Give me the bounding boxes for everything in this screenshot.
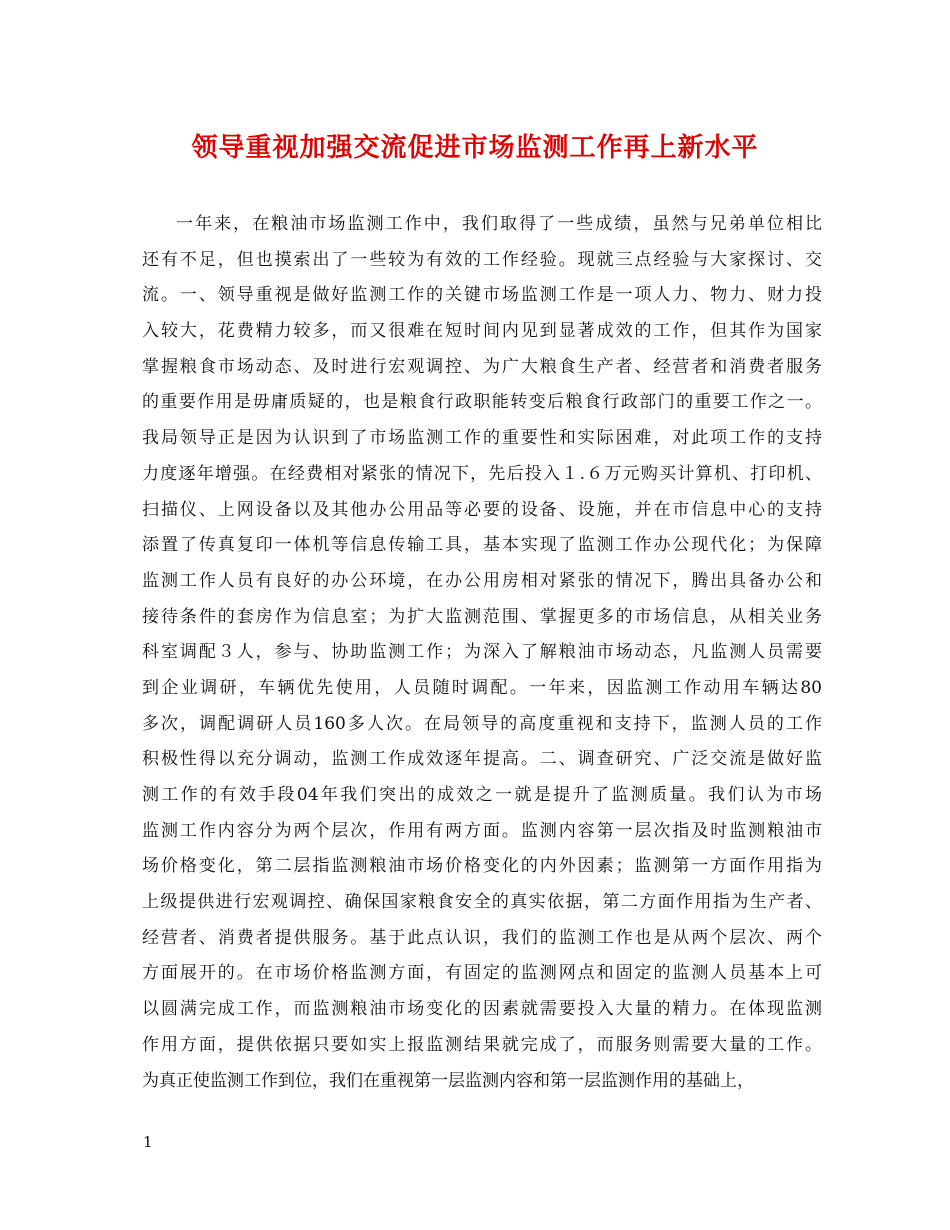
paragraph-line: 场价格变化，第二层指监测粮油市场价格变化的内外因素；监测第一方面作用指为 — [142, 856, 822, 877]
paragraph-line: 为真正使监测工作到位，我们在重视第一层监测内容和第一层监测作用的基础上， — [142, 1070, 754, 1091]
paragraph-line: 的重要作用是毋庸质疑的，也是粮食行政职能转变后粮食行政部门的重要工作之一。 — [142, 392, 822, 413]
paragraph-line: 添置了传真复印一体机等信息传输工具，基本实现了监测工作办公现代化；为保障 — [142, 535, 822, 556]
paragraph-line: 力度逐年增强。在经费相对紧张的情况下，先后投入１.６万元购买计算机、打印机、 — [142, 463, 822, 484]
paragraph-line: 扫描仪、上网设备以及其他办公用品等必要的设备、设施，并在市信息中心的支持 — [142, 499, 822, 520]
paragraph-line: 还有不足，但也摸索出了一些较为有效的工作经验。现就三点经验与大家探讨、交 — [142, 249, 822, 270]
page-number: 1 — [143, 1133, 153, 1151]
paragraph-line: 经营者、消费者提供服务。基于此点认识，我们的监测工作也是从两个层次、两个 — [142, 927, 822, 948]
document-title: 领导重视加强交流促进市场监测工作再上新水平 — [191, 133, 759, 163]
paragraph-line: 多次，调配调研人员160多人次。在局领导的高度重视和支持下，监测人员的工作 — [142, 713, 822, 734]
paragraph-line: 到企业调研，车辆优先使用，人员随时调配。一年来，因监测工作动用车辆达80 — [142, 677, 822, 698]
paragraph-line: 方面展开的。在市场价格监测方面，有固定的监测网点和固定的监测人员基本上可 — [142, 963, 822, 984]
paragraph-line: 监测工作人员有良好的办公环境，在办公用房相对紧张的情况下，腾出具备办公和 — [142, 570, 822, 591]
paragraph-line: 上级提供进行宏观调控、确保国家粮食安全的真实依据，第二方面作用指为生产者、 — [142, 892, 822, 913]
paragraph-line: 以圆满完成工作，而监测粮油市场变化的因素就需要投入大量的精力。在体现监测 — [142, 999, 822, 1020]
paragraph-line: 一年来，在粮油市场监测工作中，我们取得了一些成绩，虽然与兄弟单位相比 — [176, 214, 822, 234]
document-body — [142, 207, 822, 1099]
paragraph-line: 我局领导正是因为认识到了市场监测工作的重要性和实际困难，对此项工作的支持 — [142, 428, 822, 449]
paragraph-line: 掌握粮食市场动态、及时进行宏观调控、为广大粮食生产者、经营者和消费者服务 — [142, 356, 822, 377]
paragraph-line: 入较大，花费精力较多，而又很难在短时间内见到显著成效的工作，但其作为国家 — [142, 321, 822, 342]
paragraph-line: 积极性得以充分调动，监测工作成效逐年提高。二、调查研究、广泛交流是做好监 — [142, 749, 822, 770]
paragraph-line: 流。一、领导重视是做好监测工作的关键市场监测工作是一项人力、物力、财力投 — [142, 285, 822, 306]
paragraph-line: 接待条件的套房作为信息室；为扩大监测范围、掌握更多的市场信息，从相关业务 — [142, 606, 822, 627]
paragraph-line: 作用方面，提供依据只要如实上报监测结果就完成了，而服务则需要大量的工作。 — [142, 1034, 822, 1055]
paragraph-line: 监测工作内容分为两个层次，作用有两方面。监测内容第一层次指及时监测粮油市 — [142, 820, 822, 841]
paragraph-line: 科室调配３人，参与、协助监测工作；为深入了解粮油市场动态，凡监测人员需要 — [142, 642, 822, 663]
paragraph-line: 测工作的有效手段04年我们突出的成效之一就是提升了监测质量。我们认为市场 — [142, 785, 822, 805]
